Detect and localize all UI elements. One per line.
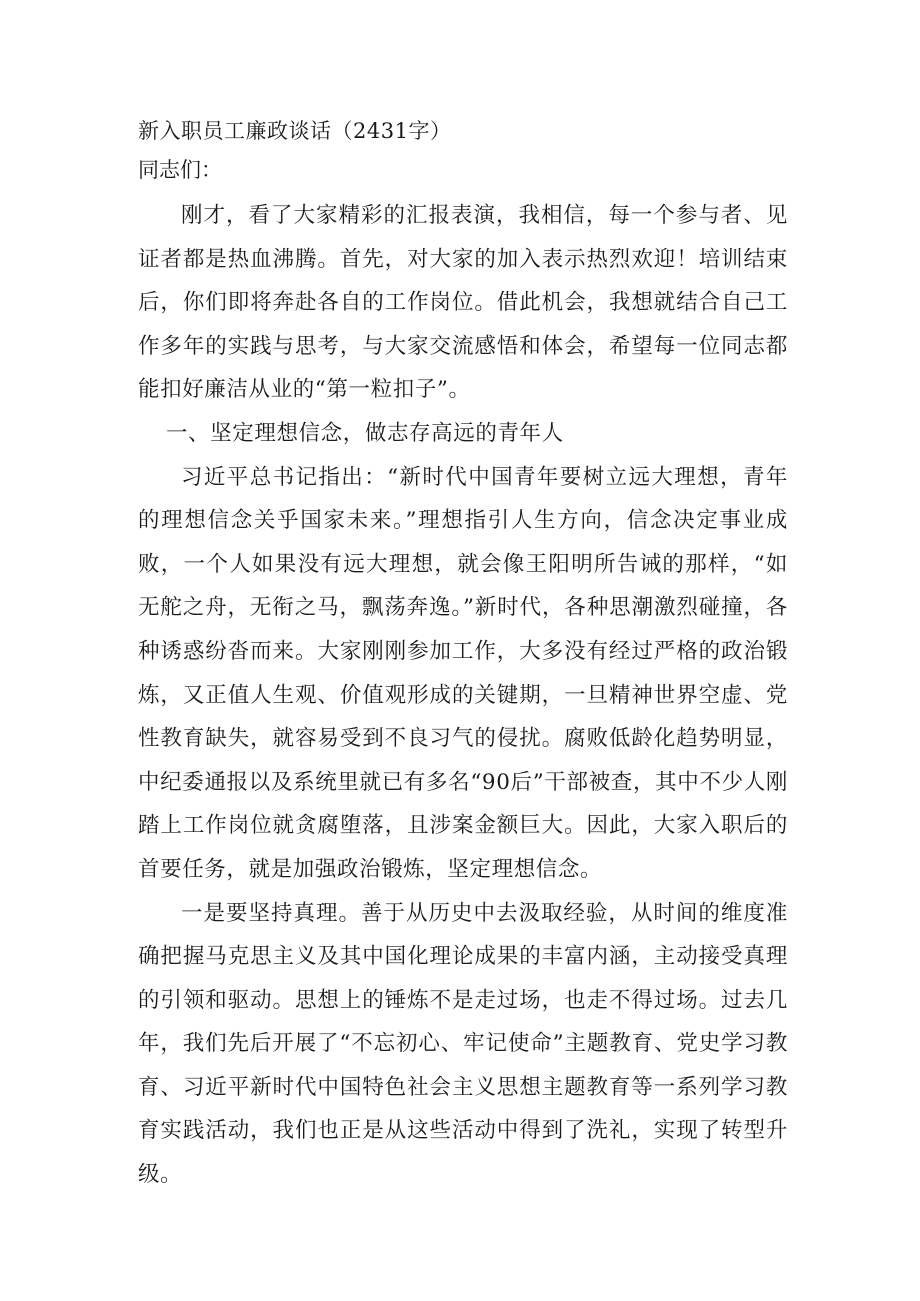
paragraph-truth: 一是要坚持真理。善于从历史中去汲取经验，从时间的维度准确把握马克思主义及其中国化理论成果的丰富内涵，主动接受真理的引领和驱动。思想上的锤炼不是走过场，也走不得过场。过去几年，我们先后开展了“不忘初心、牢记使命”主题教育、党史学习教育、习近平新时代中国特色社会主义思想主题教育等一系列学习教育实践活动，我们也正是从这些活动中得到了洗礼，实现了转型升级。 — [138, 900, 788, 1188]
paragraph-intro: 刚才，看了大家精彩的汇报表演，我相信，每一个参与者、见证者都是热血沸腾。首先，对大家的加入表示热烈欢迎！培训结束后，你们即将奔赴各自的工作岗位。借此机会，我想就结合自己工作多年的实践与思考，与大家交流感悟和体会，希望每一位同志都能扣好廉洁从业的“第一粒扣子”。 — [138, 203, 788, 403]
section-heading-1: 一、坚定理想信念，做志存高远的青年人 — [165, 420, 564, 446]
salutation: 同志们： — [138, 158, 222, 182]
paragraph-ideals: 习近平总书记指出：“新时代中国青年要树立远大理想，青年的理想信念关乎国家未来。”理想指引人生方向，信念决定事业成败，一个人如果没有远大理想，就会像王阳明所告诫的那样，“如无舵之舟，无衔之马，飘荡奔逸。”新时代，各种思潮激烈碰撞，各种诱惑纷沓而来。大家刚刚参加工作，大多没有经过严格的政治锻炼，又正值人生观、价值观形成的关键期，一旦精神世界空虚、党性教育缺失，就容易受到不良习气的侵扰。腐败低龄化趋势明显，中纪委通报以及系统里就已有多名“90后”干部被查，其中不少人刚踏上工作岗位就贪腐堕落，且涉案金额巨大。因此，大家入职后的首要任务，就是加强政治锻炼，坚定理想信念。 — [138, 464, 788, 882]
document-title: 新入职员工廉政谈话（2431字） — [138, 119, 452, 143]
document-body — [138, 112, 788, 1197]
